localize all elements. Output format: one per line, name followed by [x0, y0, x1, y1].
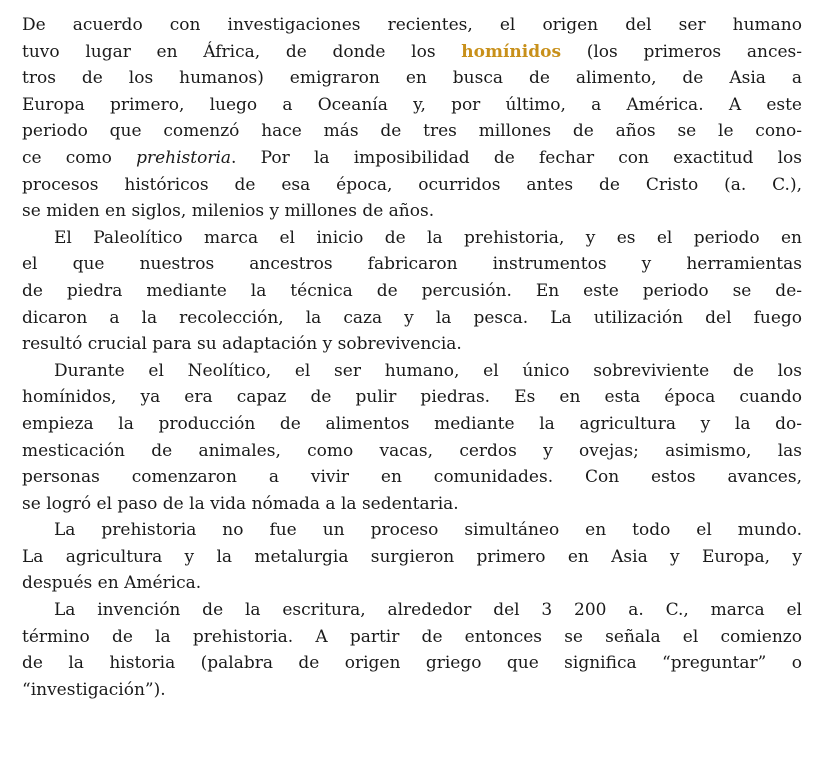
text-line: [22, 331, 802, 358]
text-segment: De acuerdo con investigaciones recientes, el origen del ser humano: [22, 15, 802, 35]
paragraph: [22, 225, 802, 358]
highlighted-term: homínidos: [461, 41, 562, 62]
text-line: [22, 39, 802, 66]
text-segment: El Paleolítico marca el inicio de la prehistoria, y es el periodo en: [54, 227, 802, 248]
text-segment: resultó crucial para su adaptación y sobrevivencia.: [22, 334, 462, 355]
paragraph: [22, 12, 802, 225]
text-line: [22, 650, 802, 677]
text-line: [22, 570, 802, 597]
text-line: [22, 411, 802, 438]
text-segment: de la historia (palabra de origen griego que significa “preguntar” o: [22, 653, 802, 674]
text-line: [22, 384, 802, 411]
text-segment: de piedra mediante la técnica de percusión. En este periodo se de-: [22, 280, 802, 301]
text-line: [22, 92, 802, 119]
text-segment: periodo que comenzó hace más de tres millones de años se le cono-: [22, 121, 802, 142]
text-line: [22, 597, 802, 624]
text-segment: homínidos, ya era capaz de pulir piedras. Es en esta época cuando: [22, 387, 802, 408]
text-segment: . Por la imposibilidad de fechar con exactitud los: [231, 147, 803, 168]
text-line: [22, 12, 802, 39]
paragraph: [22, 517, 802, 597]
text-line: [22, 251, 802, 278]
text-line: [22, 172, 802, 199]
text-line: [22, 544, 802, 571]
paragraph: [22, 597, 802, 703]
text-line: [22, 225, 802, 252]
text-line: [22, 438, 802, 465]
text-segment: tros de los humanos) emigraron en busca de alimento, de Asia a: [22, 68, 802, 89]
text-segment: tuvo lugar en África, de donde los: [22, 41, 462, 62]
text-line: [22, 677, 802, 704]
text-segment: La agricultura y la metalurgia surgieron primero en Asia y Europa, y: [22, 546, 802, 567]
text-segment: empieza la producción de alimentos mediante la agricultura y la do-: [22, 413, 802, 434]
text-segment: La invención de la escritura, alrededor del 3 200 a. C., marca el: [54, 600, 802, 621]
text-line: [22, 517, 802, 544]
emphasized-term: prehistoria: [136, 147, 232, 168]
text-segment: (los primeros ances-: [561, 41, 802, 62]
text-segment: “investigación”).: [22, 679, 166, 700]
text-segment: después en América.: [22, 573, 202, 594]
text-line: [22, 464, 802, 491]
text-segment: el que nuestros ancestros fabricaron instrumentos y herramientas: [22, 254, 802, 275]
text-line: [22, 624, 802, 651]
text-segment: se logró el paso de la vida nómada a la sedentaria.: [22, 493, 459, 514]
text-line: [22, 278, 802, 305]
text-segment: procesos históricos de esa época, ocurridos antes de Cristo (a. C.),: [22, 174, 802, 195]
text-segment: término de la prehistoria. A partir de entonces se señala el comienzo: [22, 626, 802, 647]
text-segment: Europa primero, luego a Oceanía y, por último, a América. A este: [22, 94, 802, 115]
text-line: [22, 65, 802, 92]
text-line: [22, 118, 802, 145]
text-segment: ce como: [22, 147, 137, 168]
text-line: [22, 145, 802, 172]
text-segment: mesticación de animales, como vacas, cerdos y ovejas; asimismo, las: [22, 440, 802, 461]
text-segment: se miden en siglos, milenios y millones de años.: [22, 201, 435, 222]
text-line: [22, 358, 802, 385]
text-line: [22, 305, 802, 332]
text-segment: Durante el Neolítico, el ser humano, el único sobreviviente de los: [54, 360, 802, 381]
text-line: [22, 491, 802, 518]
document-page: [22, 12, 802, 703]
paragraph: [22, 358, 802, 518]
text-segment: La prehistoria no fue un proceso simultáneo en todo el mundo.: [54, 520, 802, 541]
text-segment: personas comenzaron a vivir en comunidades. Con estos avances,: [22, 467, 802, 488]
text-line: [22, 198, 802, 225]
text-segment: dicaron a la recolección, la caza y la pesca. La utilización del fuego: [22, 307, 802, 328]
